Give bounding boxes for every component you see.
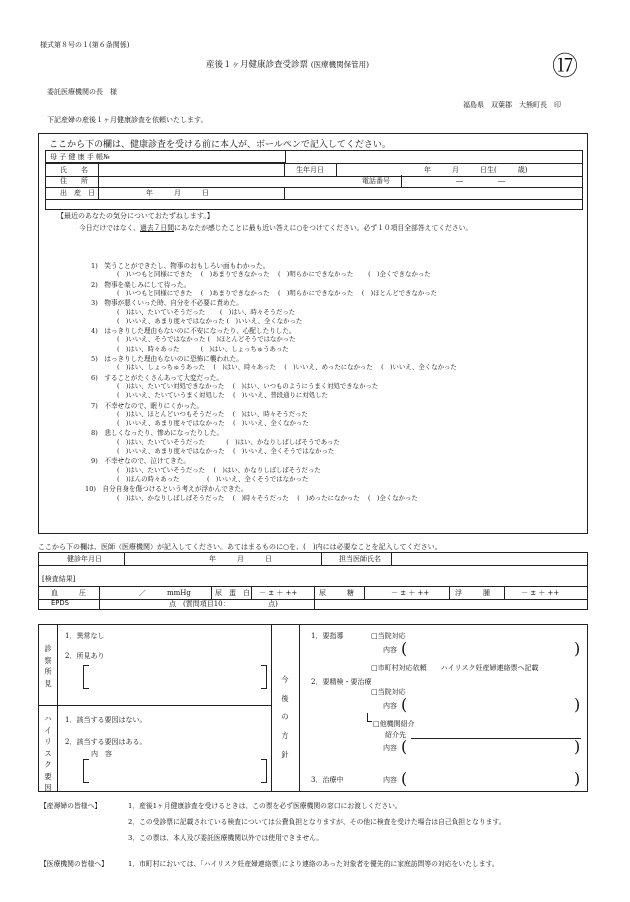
answer-options[interactable]: ( )はい、かなりしばしばそうだった ( )時々そうだった ( )めったになかった ( )全くなかった	[117, 493, 418, 502]
plan2-sub2: □他機関紹介	[373, 720, 415, 728]
question-item: 2) 物事を楽しみにして待った。	[91, 280, 191, 289]
instruction-post: にあなたが感じたことに最も近い答えに○をつけてください。必ず１０項目全部答えてください。	[174, 224, 473, 232]
plan3-paren-close: )	[574, 769, 581, 788]
answer-options[interactable]: ( )はい、時々あった ( )はい、しょっちゅうあった	[117, 344, 289, 353]
form-number-badge: ⑰	[552, 52, 579, 82]
plan2-content-label: 内容	[383, 702, 397, 710]
birth-value: 年 月 日生( 歳)	[424, 166, 528, 174]
form-number: 様式第８号の１(第６条関係)	[40, 41, 130, 49]
addressee: 委託医療機関の長 様	[47, 88, 117, 96]
delivery-row	[46, 187, 582, 200]
exam-date-value: 年 月 日	[209, 555, 272, 563]
answer-options[interactable]: ( )はい、ほとんどいつもそうだった ( )はい、時々そうだった	[117, 409, 308, 418]
question-item: 8) 悲しくなったり、惨めになったりした。	[91, 429, 224, 438]
name-label: 氏 名	[60, 166, 88, 174]
edema-label: 浮 腫	[455, 589, 490, 597]
edema-value: － ± ＋ ++	[521, 589, 560, 597]
answer-options[interactable]: ( )はい、たいていそうだった ( )はい、かなりしばしばそうだった	[117, 465, 321, 474]
risk-opt2: 2．該当する要因はある。	[65, 738, 147, 746]
vertical-char: 要	[44, 771, 52, 781]
epds-row	[39, 598, 587, 610]
answer-options[interactable]: ( )はい、たいていそうだった ( )はい、時々そうだった	[117, 307, 296, 316]
bp-value: ／ mmHg	[139, 589, 191, 597]
clinic-note-item: 1．市町村においては、｢ハイリスク妊産婦連絡票｣により連絡のあった対象者を優先的に家庭訪問等の対応をいたします。	[128, 860, 499, 868]
delivery-value: 年 月 日	[146, 189, 209, 197]
answer-options[interactable]: ( )いつもと同様にできた ( )あまりできなかった ( )明らかにできなかった ( )ほとんどできなかった	[117, 288, 438, 297]
urine-protein-value: － ± ＋ ++	[259, 589, 298, 597]
question-item: 6) することがたくさんあって大変だった。	[91, 373, 223, 382]
plan3-paren-open: (	[401, 769, 408, 788]
answer-options[interactable]: ( )いいえ、あまり度々ではなかった ( )いいえ、全くなかった	[117, 316, 303, 325]
plan3-content-label: 内容	[383, 776, 397, 784]
urine-sugar-value: － ± ＋ ++	[391, 589, 430, 597]
instruction-underlined: 過去７日間	[140, 224, 175, 232]
question-item: 10) 自分自身を傷つけるという考えが浮かんできた。	[85, 485, 248, 494]
mother-note-item: 1．産後1ヶ月健康診査を受けるときは、この票を必ず医療機関の窓口にお渡しください。	[128, 802, 402, 810]
plan1-paren-open: (	[401, 639, 408, 658]
findings-box	[38, 624, 588, 792]
questionnaire-instruction	[79, 222, 472, 232]
epds-label: EPDS	[51, 599, 69, 607]
question-item: 1) 笑うことができたし、物事のおもしろい面もわかった。	[91, 262, 270, 270]
vertical-char: の	[281, 712, 289, 722]
instruction-pre: 今日だけではなく、	[79, 224, 141, 232]
bp-label: 血 圧	[51, 589, 86, 597]
plan2: 2．要精検・要治療	[311, 678, 372, 686]
phone-value: ― ―	[456, 177, 505, 185]
answer-options[interactable]: ( )はい、しょっちゅうあった ( )はい、時々あった ( )いいえ、めったになかった ( )いいえ、全くなかった	[117, 363, 457, 372]
exam-date-label: 健診年月日	[67, 555, 102, 563]
answer-options[interactable]: ( )いいえ、あまり度々ではなかった ( )いいえ、全くそうではなかった	[117, 447, 335, 455]
request-text: 下記産婦の産後１ヶ月健康診査を依頼いたします。	[47, 116, 208, 124]
page-title	[206, 58, 369, 70]
plan2b-paren-close: )	[574, 737, 581, 756]
answer-options[interactable]: ( )ほんの時々あった ( )いいえ、全くそうではなかった	[117, 474, 309, 483]
phone-label: 電話番号	[362, 177, 390, 185]
answer-options[interactable]: ( )いいえ、そうではなかった ( )ほとんどそうではなかった	[117, 335, 296, 344]
vertical-char: イ	[44, 725, 52, 735]
vertical-char: 後	[281, 693, 289, 703]
answer-options[interactable]: ( )いいえ、あまり度々ではなかった ( )いいえ、全くなかった	[117, 419, 309, 428]
answer-options[interactable]: ( )いつもと同様にできた ( )あまりできなかった ( )明らかにできなかった ( )全くできなかった	[117, 270, 431, 279]
vertical-char: 今	[281, 675, 289, 684]
vertical-char: リ	[44, 737, 52, 747]
plan2-content-label-2: 内容	[383, 744, 397, 752]
plan1-paren-close: )	[574, 639, 581, 658]
mother-info-grid	[45, 150, 583, 210]
vertical-char: 所	[44, 667, 52, 677]
vertical-char: 因	[44, 783, 52, 793]
answer-options[interactable]: ( )はい、たいていそうだった ( )はい、かなりしばしばそうであった	[117, 437, 340, 446]
exam-grid	[38, 552, 588, 610]
plan2-paren-open: (	[401, 695, 408, 714]
vertical-char: 診	[44, 644, 52, 653]
question-item: 9) 不幸せなので、泣けてきた。	[91, 457, 190, 466]
vertical-char: ク	[44, 760, 52, 770]
vertical-char: ハ	[44, 714, 52, 723]
exam-opt1: 1．異常なし	[65, 632, 105, 640]
plan2-paren-close: )	[574, 695, 581, 714]
plan1-content-label: 内容	[383, 646, 397, 654]
plan1-sub1: □当院対応	[371, 632, 406, 640]
urine-protein-label: 尿 蛋 白	[215, 589, 250, 597]
vertical-char: 針	[281, 749, 289, 759]
title-main: 産後１ヶ月健康診査受診票	[206, 60, 309, 70]
mother-section	[38, 133, 588, 534]
techo-row	[46, 151, 286, 163]
epds-value: 点 (質問項目10： 点)	[169, 600, 278, 608]
address-label: 住 所	[60, 177, 88, 185]
plan-label	[280, 671, 290, 765]
urine-sugar-label: 尿 糖	[319, 589, 354, 597]
risk-opt1: 1．該当する要因はない。	[65, 716, 147, 724]
exam-findings-label	[43, 643, 53, 689]
vertical-char: ス	[44, 748, 52, 758]
vertical-char: 察	[44, 655, 52, 665]
plan1: 1．要指導	[311, 632, 344, 640]
question-item: 3) 物事が悪くいった時、自分を不必要に責めた。	[91, 299, 243, 308]
plan3: 3．治療中	[311, 776, 344, 784]
vertical-char: 見	[44, 678, 52, 688]
answer-options[interactable]: ( )はい、たいてい対処できなかった ( )はい、いつものようにうまく対処できなかった	[117, 381, 379, 390]
questionnaire-heading: 【最近のあなたの気分についておたずねします。】	[57, 212, 214, 220]
mother-note-item: 2．この受診票に記載されている検査については公費負担となりますが、その他に検査を受けた場合は自己負担となります。	[128, 818, 506, 826]
delivery-label: 出 産 日	[60, 189, 95, 197]
plan1-sub2: □市町村対応依頼 ハイリスク妊産婦連絡票へ記載	[371, 664, 539, 672]
mother-notes-heading: 【産褥婦の皆様へ】	[40, 802, 102, 810]
question-item: 5) はっきりした理由もないのに恐怖に襲われた。	[91, 355, 243, 363]
mother-note-item: 3．この票は、本人及び委託医療機関以外では使用できません。	[128, 834, 324, 842]
clinic-notes-heading: 【医療機関の皆様へ】	[40, 860, 108, 868]
plan2-referral: 紹介先	[385, 731, 406, 739]
question-item: 4) はっきりした理由もないのに不安になったり、心配したりした。	[91, 327, 296, 336]
plan2-sub1: □当院対応	[371, 688, 406, 696]
risk-content-label: 内 容	[91, 750, 112, 758]
question-item: 7) 不幸せなので、眠りにくかった。	[91, 401, 204, 410]
results-label-row	[39, 565, 587, 585]
vertical-char: 方	[281, 731, 289, 741]
birth-label: 生年月日	[296, 166, 324, 174]
results-label: [検査結果]	[42, 575, 76, 583]
techo-label: 母 子 健 康 手 帳№	[50, 153, 110, 161]
title-sub: (医療機関保管用)	[310, 60, 370, 69]
exam-opt2: 2．所見あり	[65, 652, 105, 660]
doctor-instruction: ここから下の欄は、医師（医療機関）が記入してください。あてはまるものに○を、( )内には必要なことを記入してください。	[38, 543, 442, 551]
risk-label	[43, 713, 53, 794]
answer-options[interactable]: ( )いいえ、たいていうまく対処した ( )いいえ、普段通りに対処した	[117, 391, 328, 400]
issuer: 福島県 双葉郡 大熊町長 印	[463, 101, 561, 109]
doctor-name-label: 担当医師氏名	[339, 555, 381, 563]
mother-instruction: ここから下の欄は、健康診査を受ける前に本人が、ボールペンで記入してください。	[49, 140, 391, 150]
plan2b-paren-open: (	[401, 737, 408, 756]
